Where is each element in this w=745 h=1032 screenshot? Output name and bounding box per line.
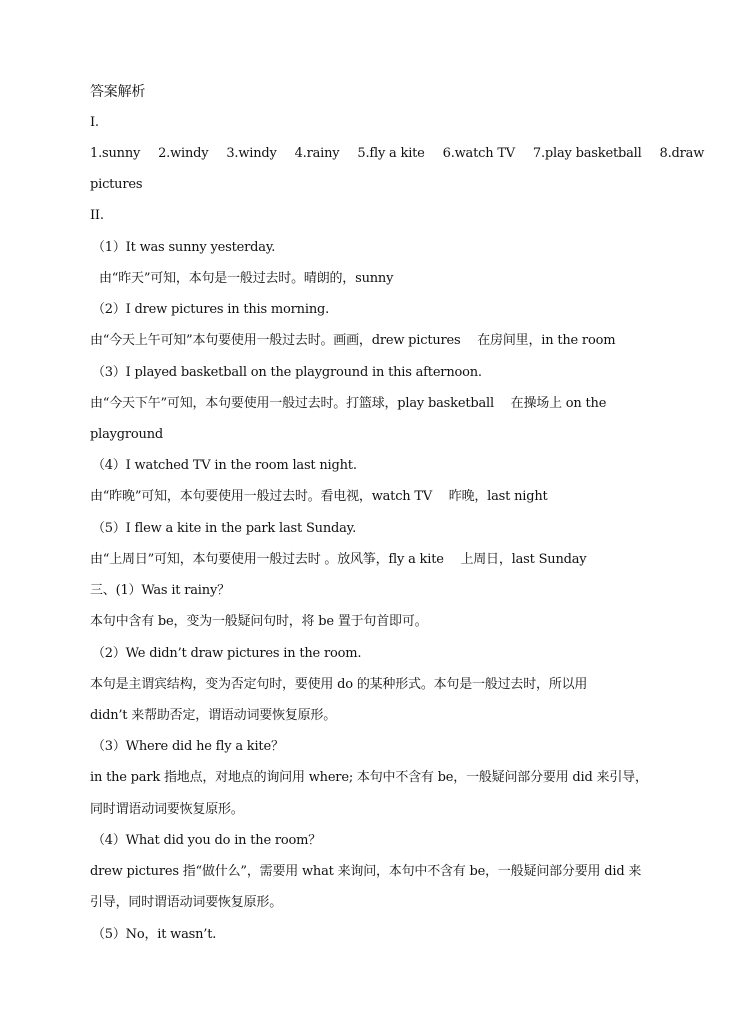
s2-a3-cont: playground: [90, 427, 164, 442]
answer-3: 3.windy: [226, 146, 277, 161]
s3-a4-line2: 引导，同时谓语动词要恢复原形。: [90, 895, 283, 910]
s3-q5: （5）No，it wasn’t.: [92, 927, 217, 942]
s2-a1: 由“昨天”可知，本句是一般过去时。晴朗的，sunny: [99, 271, 394, 286]
section1-label: I.: [90, 115, 99, 130]
answer-8: 8.draw: [659, 146, 705, 161]
answer-5: 5.fly a kite: [357, 146, 425, 161]
s3-a3-line2: 同时谓语动词要恢复原形。: [90, 802, 244, 817]
s2-q1: （1）It was sunny yesterday.: [92, 240, 276, 255]
s3-q2: （2）We didn’t draw pictures in the room.: [92, 646, 362, 661]
answer-4: 4.rainy: [294, 146, 340, 161]
s2-a5: 由“上周日”可知，本句要使用一般过去时 。放风筝，fly a kite 上周日，last Sunday: [90, 552, 587, 567]
section1-answers: [90, 145, 718, 163]
s3-a4-line1: drew pictures 指“做什么”，需要用 what 来询问，本句中不含有 be，一般疑问部分要用 did 来: [90, 864, 642, 879]
s3-a2-line1: 本句是主谓宾结构，变为否定句时，要使用 do 的某种形式。本句是一般过去时，所以用: [90, 677, 588, 692]
s2-a2: 由“今天上午可知”本句要使用一般过去时。画画，drew pictures 在房间里，in the room: [90, 333, 616, 348]
s2-q2: （2）I drew pictures in this morning.: [92, 302, 330, 317]
s3-q3: （3）Where did he fly a kite？: [92, 739, 284, 754]
s2-q5: （5）I flew a kite in the park last Sunday.: [92, 521, 357, 536]
answer-1: 1.sunny: [90, 146, 141, 161]
s3-a1: 本句中含有 be，变为一般疑问句时，将 be 置于句首即可。: [90, 614, 428, 629]
answer-7: 7.play basketball: [532, 146, 642, 161]
s2-q3: （3）I played basketball on the playground in this afternoon.: [92, 365, 482, 380]
section2-label: II.: [90, 208, 104, 223]
answer-2: 2.windy: [158, 146, 209, 161]
s3-a2-line2: didn’t 来帮助否定，谓语动词要恢复原形。: [90, 708, 337, 723]
s3-a3-line1: in the park 指地点，对地点的询问用 where; 本句中不含有 be，一般疑问部分要用 did 来引导，: [90, 770, 648, 785]
s2-a4: 由“昨晚”可知，本句要使用一般过去时。看电视，watch TV 昨晚，last night: [90, 489, 548, 504]
s2-a3: 由“今天下午”可知，本句要使用一般过去时。打篮球，play basketball 在操场上 on the: [90, 396, 607, 411]
s2-q4: （4）I watched TV in the room last night.: [92, 458, 357, 473]
answer-6: 6.watch TV: [442, 146, 515, 161]
section1-continuation: pictures: [90, 177, 143, 192]
heading: 答案解析: [90, 84, 146, 100]
s3-q4: （4）What did you do in the room？: [92, 833, 322, 848]
s3-q1: 三、(1）Was it rainy？: [90, 583, 230, 598]
